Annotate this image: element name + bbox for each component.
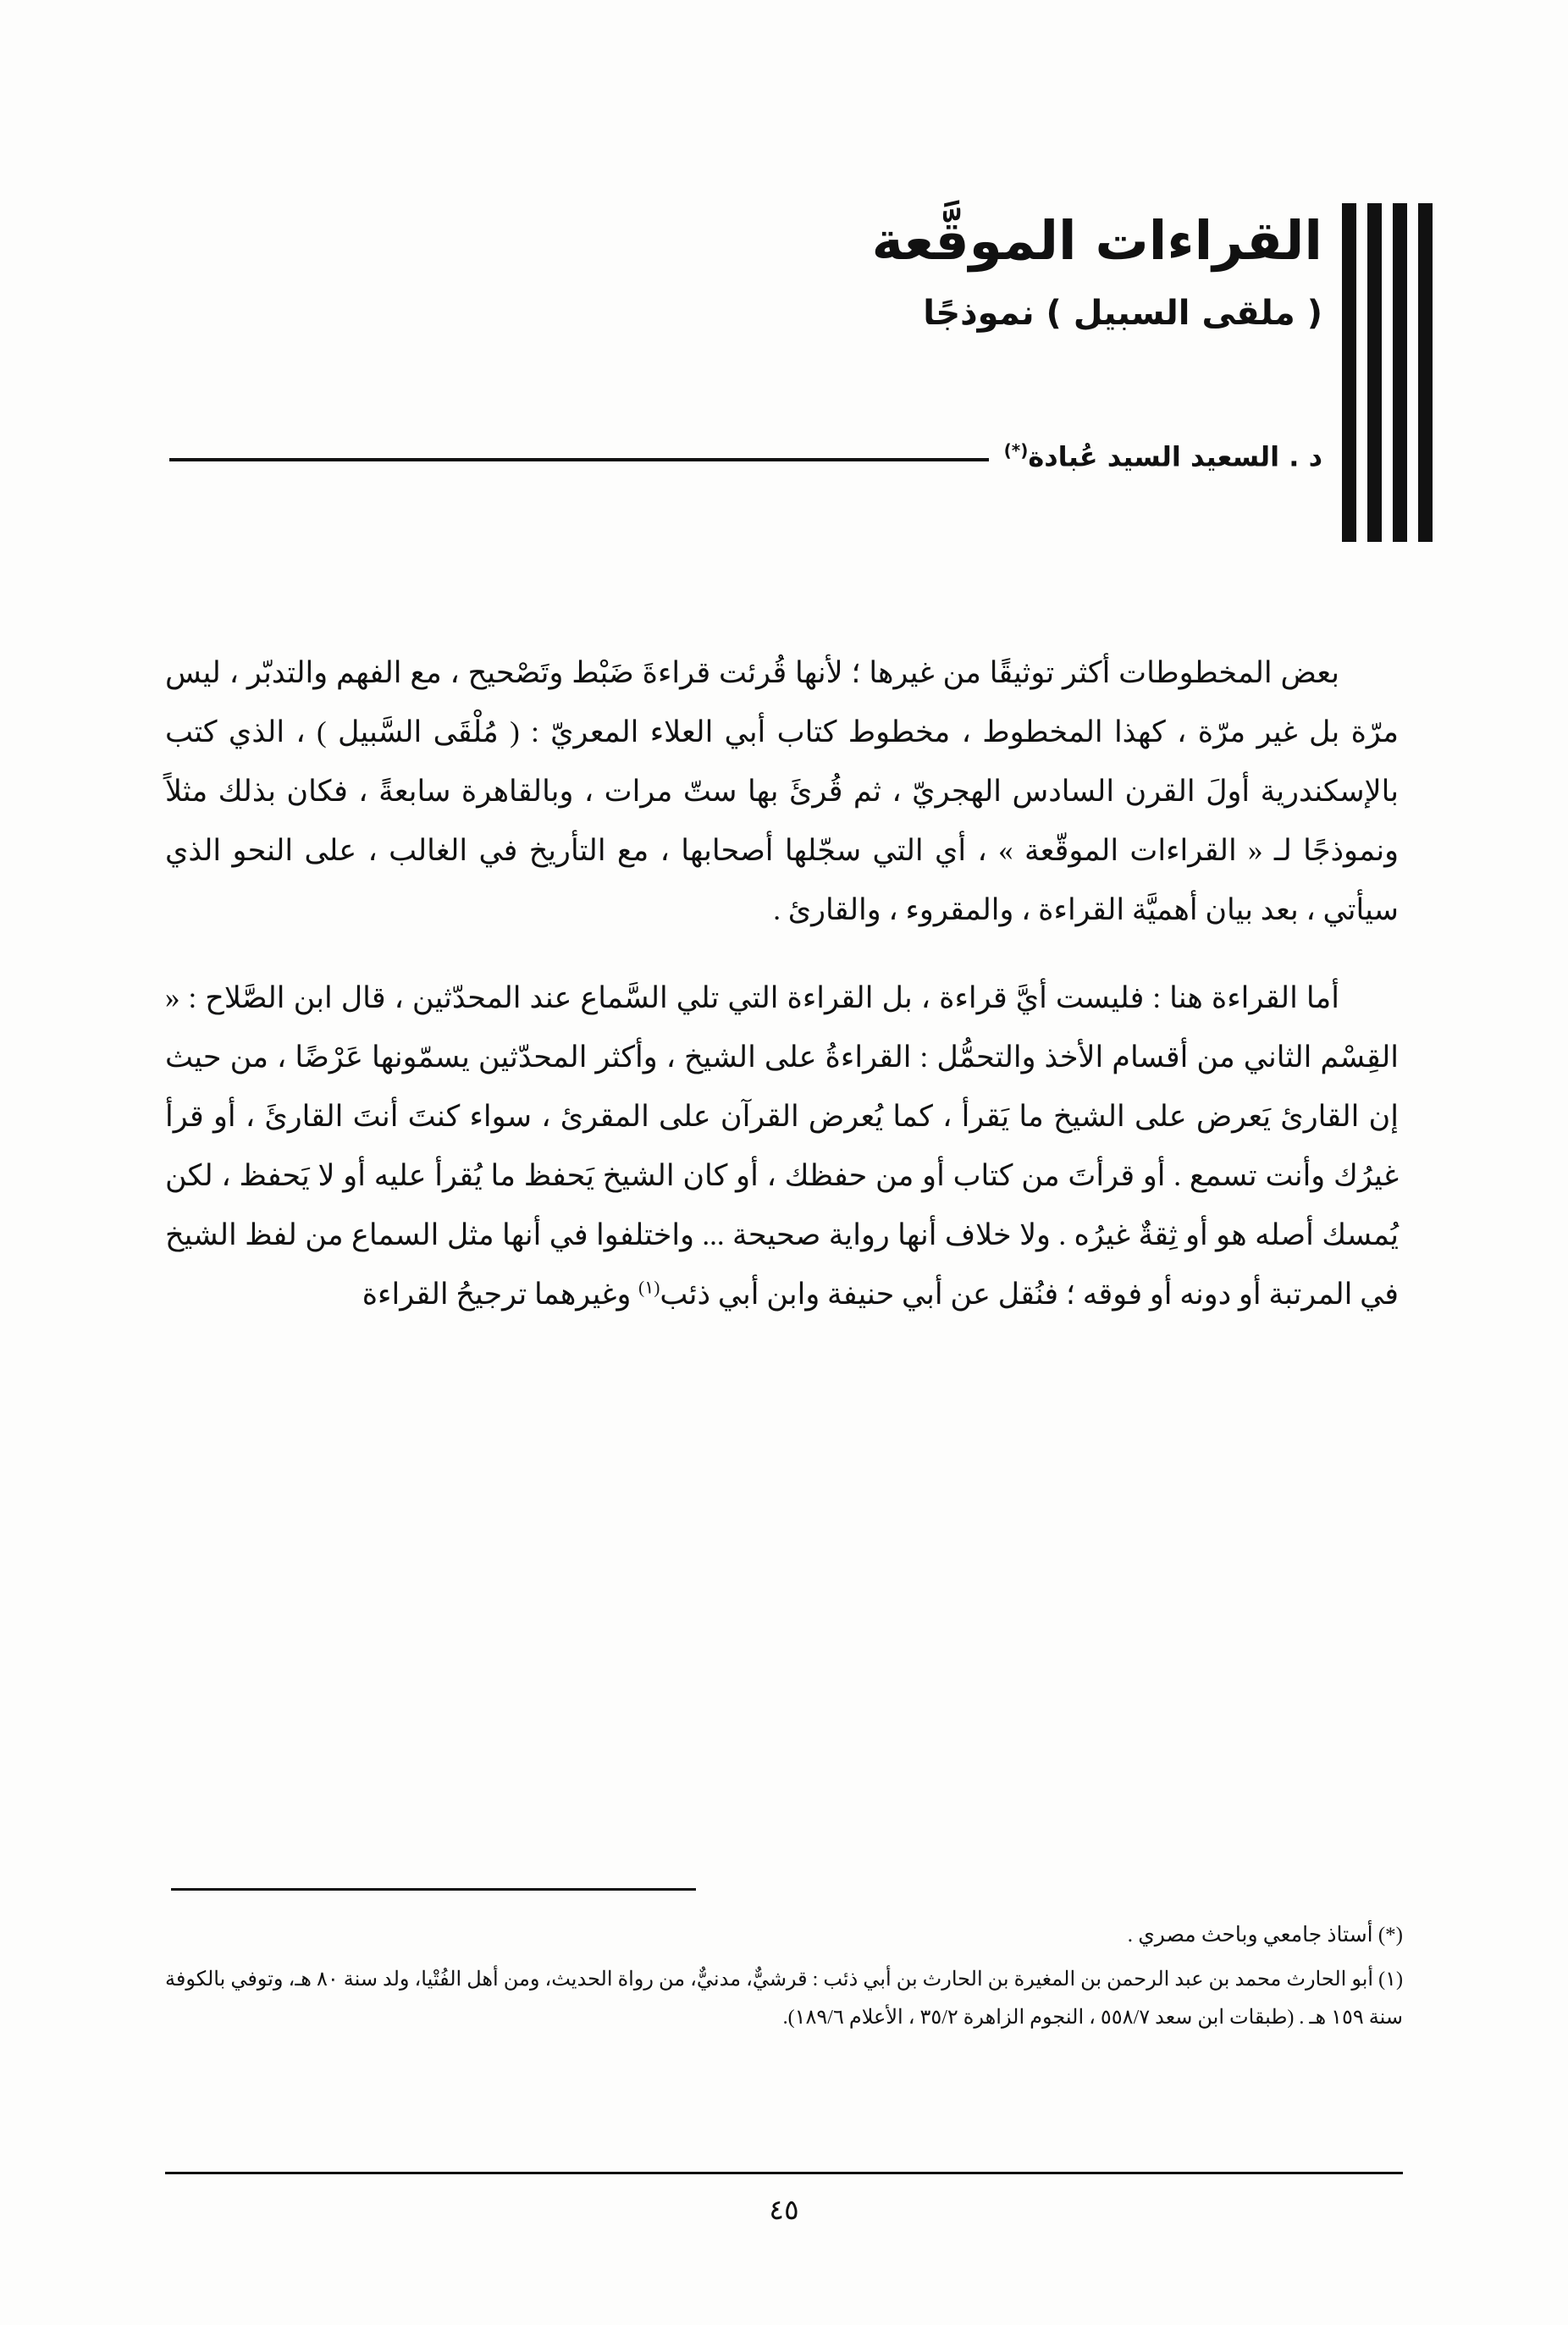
footnotes-section [165,1915,1403,2043]
barcode-bar [1393,203,1407,542]
paragraph-2-tail: وغيرهما ترجيحُ القراءة [362,1278,632,1311]
page-title: القراءات الموقَّعة [871,210,1322,272]
barcode-decoration [1342,203,1433,542]
barcode-bar [1367,203,1382,542]
barcode-bar [1418,203,1433,542]
article-body [165,643,1399,1353]
author-footnote-marker: (*) [1003,440,1029,461]
author-divider [169,458,989,461]
article-header [135,178,1433,533]
paragraph-2-text: أما القراءة هنا : فليست أيَّ قراءة ، بل القراءة التي تلي السَّماع عند المحدّثين ، قال ابن الصَّلاح : « القِسْم الثاني من أقسام الأخذ والتحمُّل : القراءةُ على الشيخ ، وأكثر المحدّثين يسمّونها عَرْضًا ، من حيث إن القارئ يَعرض على الشيخ ما يَقرأ ، كما يُعرض القرآن على المقرئ ، سواء كنتَ أنتَ القارئَ ، أو قرأ غيرُك وأنت تسمع . أو قرأتَ من كتاب أو من حفظك ، أو كان الشيخ يَحفظ ما يُقرأ عليه أو لا يَحفظ ، لكن يُمسك أصله هو أو ثِقةٌ غيرُه . ولا خلاف أنها رواية صحيحة ... واختلفوا في أنها مثل السماع من لفظ الشيخ في المرتبة أو دونه أو فوقه ؛ فنُقل عن أبي حنيفة وابن أبي ذئب [165,981,1399,1311]
author-name [1004,440,1322,473]
page-subtitle: ( ملقى السبيل ) نموذجًا [923,294,1322,334]
footnote-divider [171,1888,696,1891]
author-name-text: د . السعيد السيد عُبادة [1028,440,1322,473]
paragraph-1: بعض المخطوطات أكثر توثيقًا من غيرها ؛ لأنها قُرئت قراءةَ ضَبْط وتَصْحيح ، مع الفهم والتدبّر ، ليس مرّة بل غير مرّة ، كهذا المخطوط ، مخطوط كتاب أبي العلاء المعريّ : ( مُلْقَى السَّبيل ) ، الذي كتب بالإسكندرية أولَ القرن السادس الهجريّ ، ثم قُرئَ بها ستّ مرات ، وبالقاهرة سابعةً ، فكان بذلك مثلاً ونموذجًا لـ « القراءات الموقّعة » ، أي التي سجّلها أصحابها ، مع التأريخ في الغالب ، على النحو الذي سيأتي ، بعد بيان أهميَّة القراءة ، والمقروء ، والقارئ . [165,656,1399,926]
page-number: ٤٥ [769,2195,799,2226]
footnote-reference-1[interactable]: (١) [638,1277,660,1298]
paragraph-2 [165,969,1399,1324]
footer-divider [165,2172,1403,2174]
barcode-bar [1342,203,1356,542]
title-block [730,212,1322,333]
footnote-author: (*) أستاذ جامعي وباحث مصري . [1127,1924,1403,1947]
footnote-1: (١) أبو الحارث محمد بن عبد الرحمن بن المغيرة بن الحارث بن أبي ذئب : قرشيٌّ، مدنيٌّ، من رواة الحديث، ومن أهل الفُتْيا، ولد سنة ٨٠ هـ، وتوفي بالكوفة سنة ١٥٩ هـ . (طبقات ابن سعد ٥٥٨/٧ ، النجوم الزاهرة ٣٥/٢ ، الأعلام ١٨٩/٦). [165,1968,1404,2030]
author-row [169,440,1322,473]
